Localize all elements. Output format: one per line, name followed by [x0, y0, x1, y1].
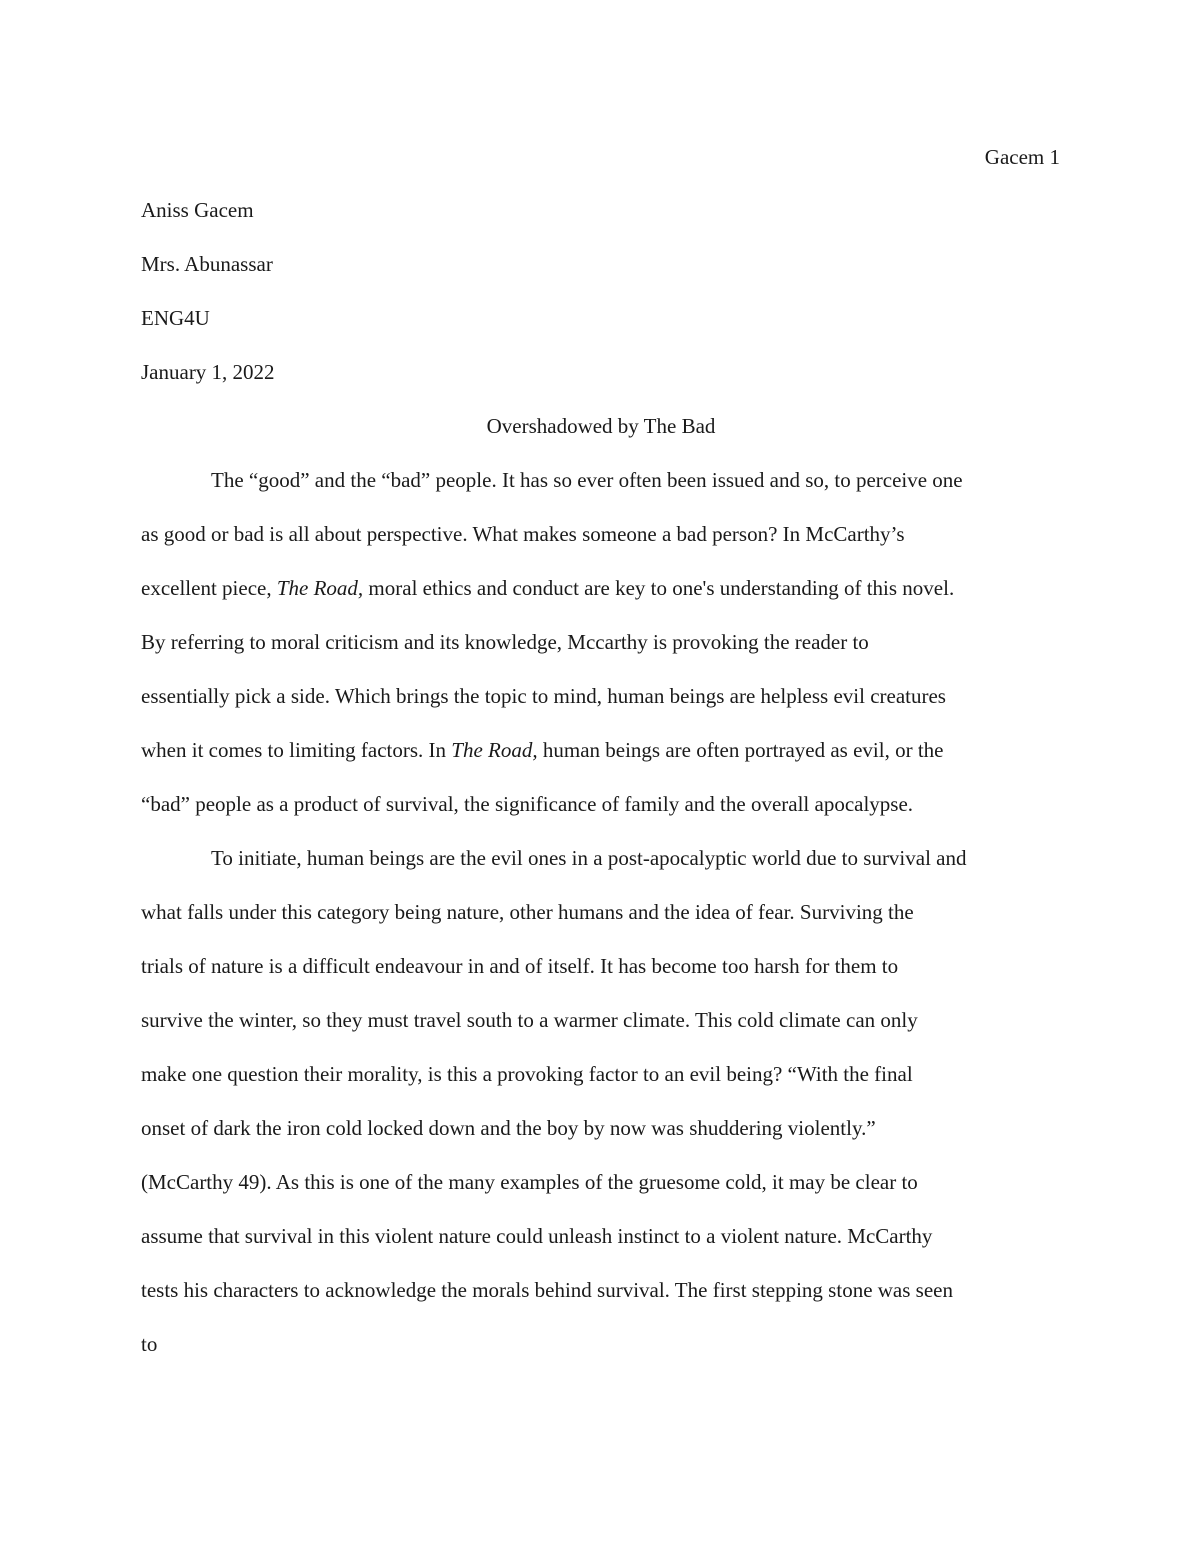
paragraph-line: essentially pick a side. Which brings the topic to mind, human beings are helpless evil creatures [141, 684, 946, 708]
paragraph-line: survive the winter, so they must travel south to a warmer climate. This cold climate can only [141, 1008, 918, 1032]
paragraph-line: to [141, 1332, 158, 1356]
paragraph-line: (McCarthy 49). As this is one of the many examples of the gruesome cold, it may be clear to [141, 1170, 918, 1194]
paragraph-line [141, 574, 1061, 628]
text-run: human beings are often portrayed as evil, or the [537, 738, 944, 762]
paragraph-line: “bad” people as a product of survival, the significance of family and the overall apocalypse. [141, 792, 914, 816]
paragraph-line: To initiate, human beings are the evil ones in a post-apocalyptic world due to survival and [211, 846, 967, 870]
text-run: excellent piece, [141, 576, 277, 600]
paragraph-line: tests his characters to acknowledge the morals behind survival. The first stepping stone was seen [141, 1278, 953, 1302]
paragraph-line: onset of dark the iron cold locked down and the boy by now was shuddering violently.” [141, 1116, 876, 1140]
document-body [141, 196, 1061, 1384]
paragraph-line: make one question their morality, is this a provoking factor to an evil being? “With the final [141, 1062, 913, 1086]
essay-title: Overshadowed by The Bad [486, 414, 716, 438]
teacher-name: Mrs. Abunassar [141, 252, 273, 276]
paragraph-line: assume that survival in this violent nature could unleash instinct to a violent nature. McCarthy [141, 1224, 933, 1248]
text-run: when it comes to limiting factors. In [141, 738, 452, 762]
paragraph-line: The “good” and the “bad” people. It has so ever often been issued and so, to perceive one [211, 468, 963, 492]
paragraph-line: what falls under this category being nature, other humans and the idea of fear. Surviving the [141, 900, 914, 924]
book-title-italic: The Road, [451, 738, 538, 762]
paragraph-line: By referring to moral criticism and its knowledge, Mccarthy is provoking the reader to [141, 630, 869, 654]
paragraph-line: as good or bad is all about perspective. What makes someone a bad person? In McCarthy’s [141, 522, 905, 546]
paragraph-2 [141, 844, 1061, 1384]
book-title-italic: The Road, [276, 576, 364, 600]
running-head: Gacem 1 [984, 145, 1060, 169]
course-code: ENG4U [141, 306, 210, 330]
paragraph-line: trials of nature is a difficult endeavour in and of itself. It has become too harsh for them to [141, 954, 899, 978]
student-name: Aniss Gacem [141, 198, 254, 222]
paragraph-line [141, 736, 1061, 790]
date-line: January 1, 2022 [141, 360, 275, 384]
paragraph-1 [141, 466, 1061, 844]
text-run: moral ethics and conduct are key to one's understanding of this novel. [363, 576, 955, 600]
